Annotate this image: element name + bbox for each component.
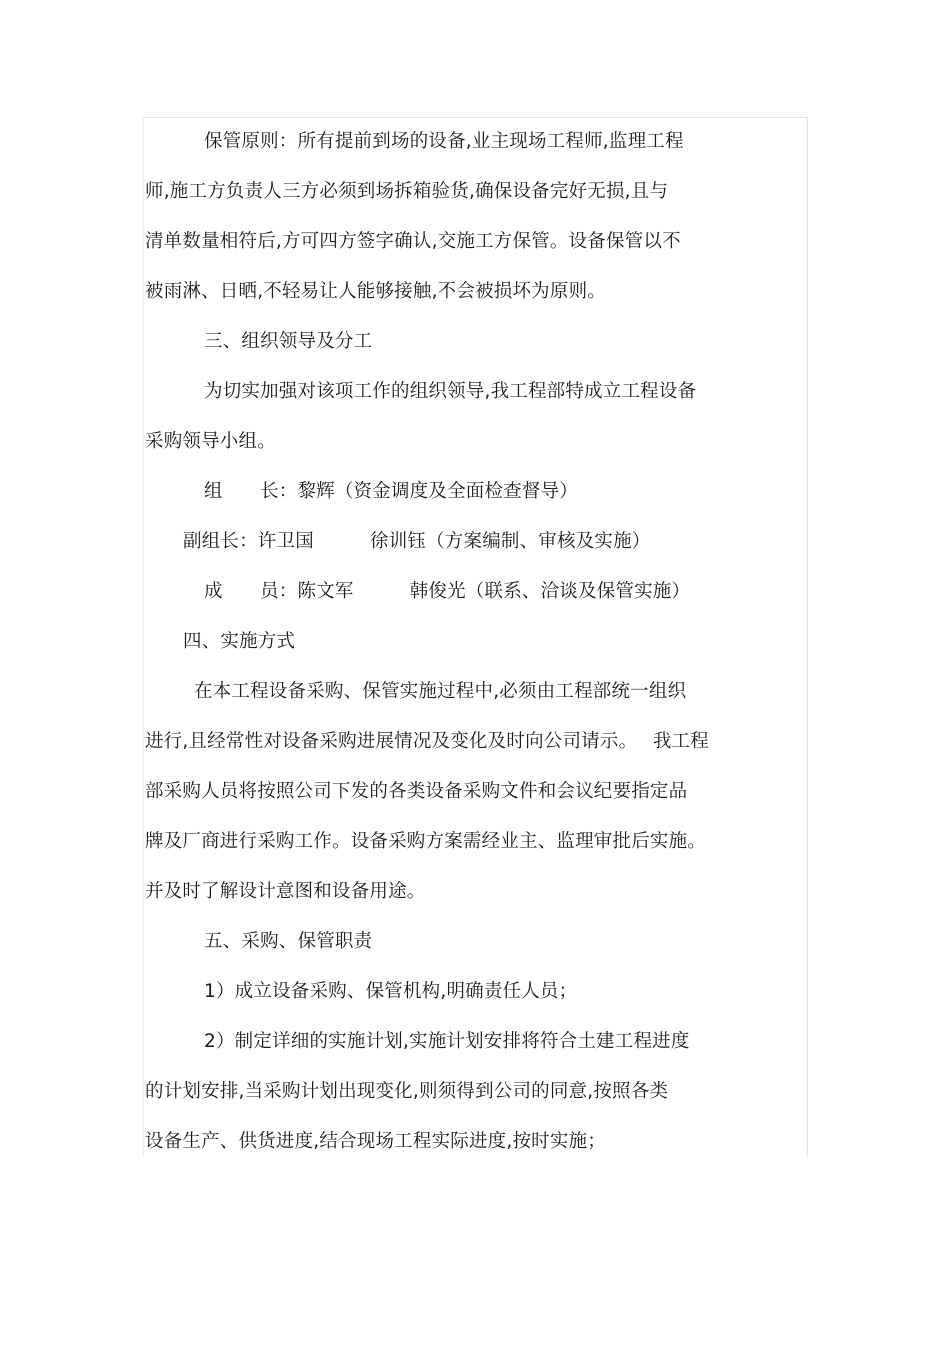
section-heading-implementation: 四、实施方式 (183, 631, 296, 652)
paragraph-organization-line-2: 采购领导小组。 (145, 431, 276, 452)
team-members-line: 成 员：陈文军 韩俊光（联系、洽谈及保管实施） (204, 581, 691, 602)
duty-item-2-line-1: 2）制定详细的实施计划,实施计划安排将符合土建工程进度 (204, 1031, 690, 1052)
section-heading-organization: 三、组织领导及分工 (204, 331, 373, 352)
duty-item-1: 1）成立设备采购、保管机构,明确责任人员； (204, 981, 578, 1002)
paragraph-implementation-line-3: 部采购人员将按照公司下发的各类设备采购文件和会议纪要指定品 (145, 781, 688, 802)
paragraph-implementation-line-2: 进行,且经常性对设备采购进展情况及变化及时向公司请示。 我工程 (145, 731, 709, 752)
paragraph-storage-principle-line-3: 清单数量相符后,方可四方签字确认,交施工方保管。设备保管以不 (145, 231, 681, 252)
paragraph-implementation-line-1: 在本工程设备采购、保管实施过程中,必须由工程部统一组织 (194, 681, 687, 702)
paragraph-storage-principle-line-2: 师,施工方负责人三方必须到场拆箱验货,确保设备完好无损,且与 (145, 181, 669, 202)
paragraph-organization-line-1: 为切实加强对该项工作的组织领导,我工程部特成立工程设备 (204, 381, 697, 402)
paragraph-implementation-line-4: 牌及厂商进行采购工作。设备采购方案需经业主、监理审批后实施。 (145, 831, 707, 852)
section-heading-duties: 五、采购、保管职责 (204, 931, 373, 952)
paragraph-implementation-line-5: 并及时了解设计意图和设备用途。 (145, 881, 426, 902)
team-leader-line: 组 长：黎辉（资金调度及全面检查督导） (204, 481, 579, 502)
paragraph-storage-principle-line-1: 保管原则：所有提前到场的设备,业主现场工程师,监理工程 (204, 131, 684, 152)
duty-item-2-line-3: 设备生产、供货进度,结合现场工程实际进度,按时实施； (145, 1131, 606, 1152)
paragraph-storage-principle-line-4: 被雨淋、日晒,不轻易让人能够接触,不会被损坏为原则。 (145, 281, 606, 302)
duty-item-2-line-2: 的计划安排,当采购计划出现变化,则须得到公司的同意,按照各类 (145, 1081, 669, 1102)
deputy-leader-line: 副组长：许卫国 徐训钰（方案编制、审核及实施） (183, 531, 651, 552)
